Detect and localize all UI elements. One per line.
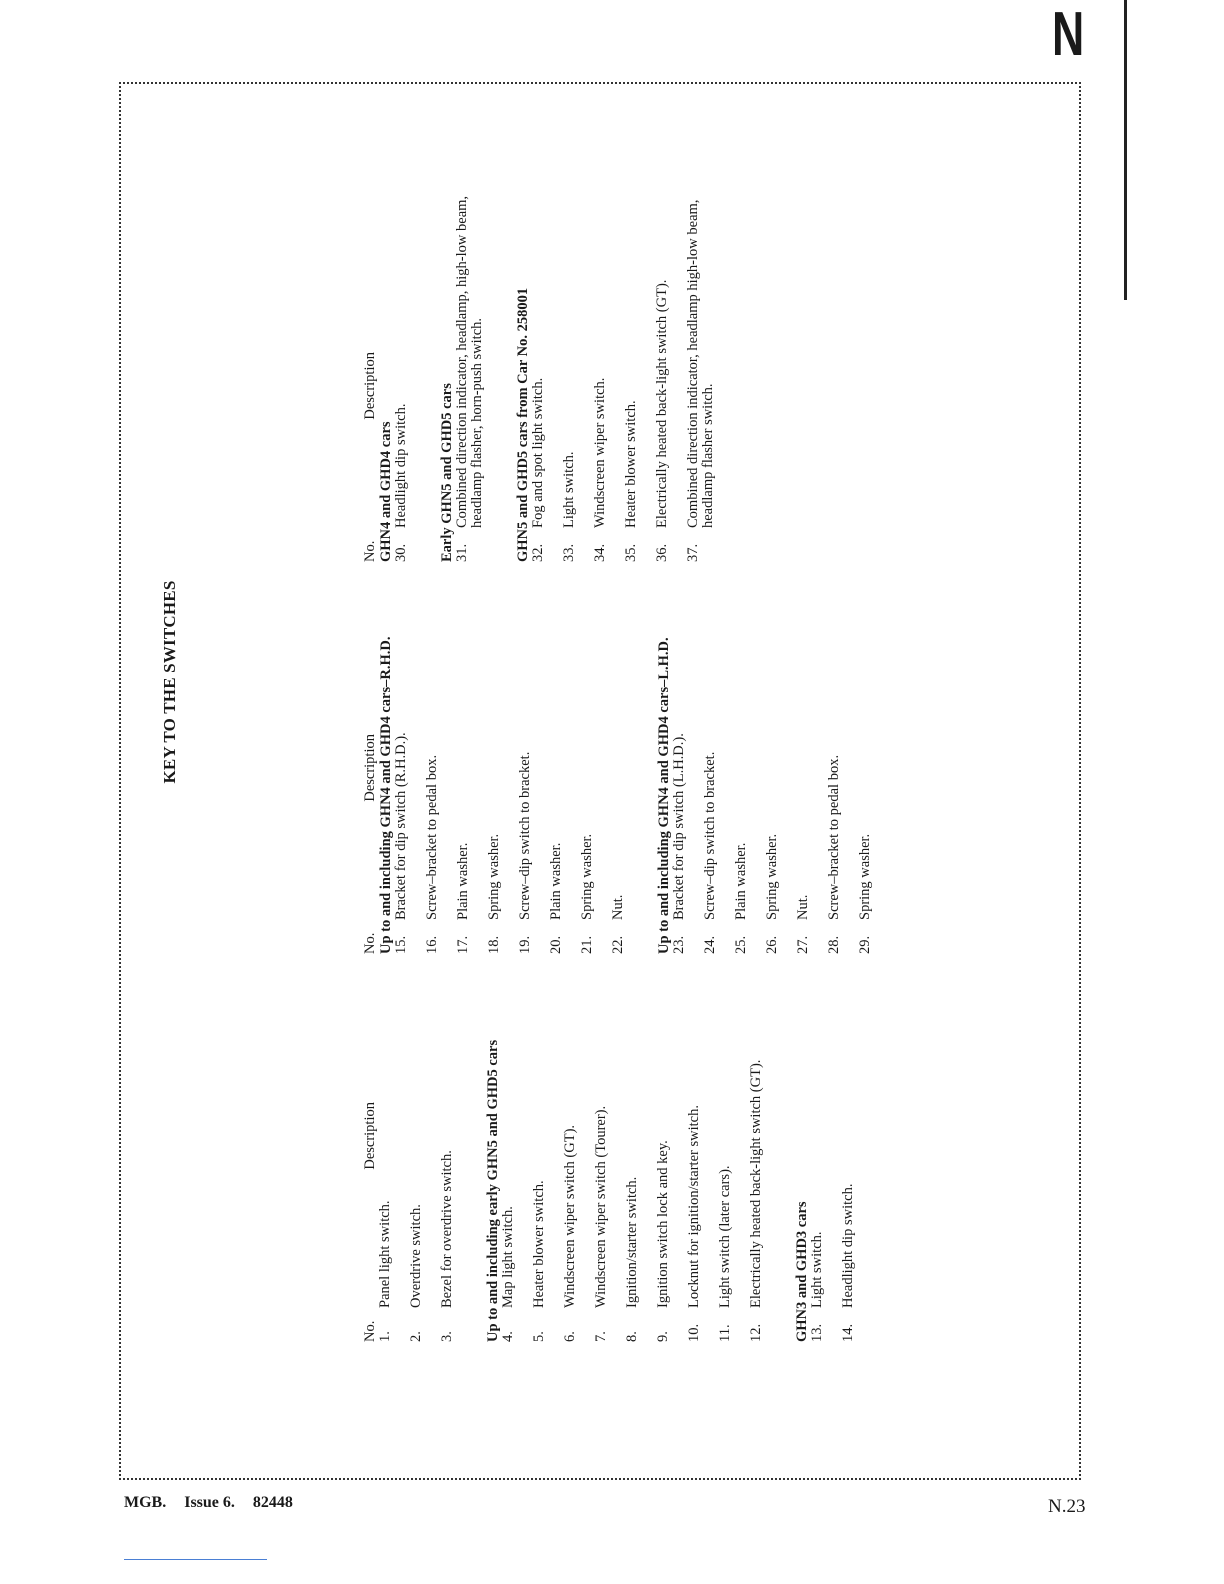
item-description: Combined direction indicator, headlamp, high-low beam, headlamp flasher, horn-push switch. bbox=[454, 195, 485, 528]
header-description: Description bbox=[362, 734, 378, 802]
item-description: Light switch. bbox=[561, 451, 577, 528]
header-no: No. bbox=[362, 932, 378, 954]
item-number: 30. bbox=[393, 543, 409, 562]
item-number: 6. bbox=[562, 1331, 578, 1342]
list-item bbox=[549, 594, 564, 954]
item-number: 27. bbox=[795, 935, 811, 954]
item-number: 23. bbox=[671, 935, 687, 954]
footer-issue: Issue 6. bbox=[184, 1494, 235, 1511]
list-item bbox=[796, 594, 811, 954]
column-header bbox=[362, 594, 378, 954]
item-description: Overdrive switch. bbox=[408, 1204, 424, 1308]
item-description: Windscreen wiper switch. bbox=[592, 377, 608, 528]
group-heading: GHN3 and GHD3 cars bbox=[794, 1201, 810, 1342]
page-title: KEY TO THE SWITCHES bbox=[160, 580, 179, 784]
item-description: Spring washer. bbox=[764, 833, 780, 920]
list-item bbox=[734, 594, 749, 954]
item-description: Light switch (later cars). bbox=[717, 1165, 733, 1308]
item-description: Light switch. bbox=[809, 1231, 825, 1308]
item-description: Nut. bbox=[795, 894, 811, 920]
item-number: 15. bbox=[393, 935, 409, 954]
list-item bbox=[655, 142, 670, 562]
list-item bbox=[624, 142, 639, 562]
item-description: Headlight dip switch. bbox=[393, 403, 409, 528]
item-number: 32. bbox=[530, 543, 546, 562]
group-heading: GHN4 and GHD4 cars bbox=[378, 421, 394, 562]
item-number: 18. bbox=[486, 935, 502, 954]
footer-model: MGB. bbox=[124, 1494, 167, 1511]
list-item bbox=[765, 594, 780, 954]
item-number: 7. bbox=[593, 1331, 609, 1342]
item-description: Plain washer. bbox=[733, 842, 749, 920]
item-number: 16. bbox=[424, 935, 440, 954]
item-description: Map light switch. bbox=[500, 1206, 516, 1308]
item-number: 19. bbox=[517, 935, 533, 954]
footer-left bbox=[124, 1494, 307, 1512]
item-description: Ignition switch lock and key. bbox=[655, 1140, 671, 1308]
list-item bbox=[518, 594, 533, 954]
item-number: 31. bbox=[454, 543, 470, 562]
group-heading: Up to and including GHN4 and GHD4 cars–R.H.D. bbox=[378, 636, 394, 954]
item-number: 36. bbox=[654, 543, 670, 562]
list-item bbox=[425, 594, 440, 954]
item-number: 11. bbox=[717, 1324, 733, 1342]
list-item bbox=[531, 142, 546, 562]
item-description: Spring washer. bbox=[857, 833, 873, 920]
list-item bbox=[858, 594, 873, 954]
item-description: Screw–bracket to pedal box. bbox=[424, 754, 440, 920]
header-no: No. bbox=[362, 1320, 378, 1342]
item-number: 3. bbox=[439, 1331, 455, 1342]
item-number: 9. bbox=[655, 1331, 671, 1342]
list-item bbox=[686, 142, 716, 562]
list-item bbox=[580, 594, 595, 954]
item-description: Spring washer. bbox=[486, 833, 502, 920]
item-number: 1. bbox=[377, 1331, 393, 1342]
item-description: Fog and spot light switch. bbox=[530, 377, 546, 528]
item-description: Plain washer. bbox=[548, 842, 564, 920]
section-letter: N bbox=[1052, 0, 1085, 69]
list-item bbox=[455, 142, 485, 562]
key-column-3 bbox=[362, 142, 732, 562]
group-heading: GHN5 and GHD5 cars from Car No. 258001 bbox=[515, 287, 531, 562]
page-number: N.23 bbox=[1048, 1496, 1086, 1517]
item-description: Heater blower switch. bbox=[623, 400, 639, 528]
list-item bbox=[611, 594, 626, 954]
item-description: Electrically heated back-light switch (GT). bbox=[654, 279, 670, 528]
item-number: 34. bbox=[592, 543, 608, 562]
list-item bbox=[394, 594, 409, 954]
item-number: 12. bbox=[748, 1323, 764, 1342]
header-no: No. bbox=[362, 540, 378, 562]
item-number: 37. bbox=[685, 543, 701, 562]
item-number: 33. bbox=[561, 543, 577, 562]
item-description: Ignition/starter switch. bbox=[624, 1176, 640, 1308]
item-description: Electrically heated back-light switch (GT). bbox=[748, 1059, 764, 1308]
item-number: 10. bbox=[686, 1323, 702, 1342]
list-item bbox=[562, 142, 577, 562]
item-description: Plain washer. bbox=[455, 842, 471, 920]
rotated-key-table bbox=[158, 0, 1088, 1372]
item-number: 22. bbox=[610, 935, 626, 954]
footer-code: 82448 bbox=[252, 1494, 293, 1511]
divider bbox=[124, 1559, 267, 1560]
list-item bbox=[672, 594, 687, 954]
item-description: Screw–dip switch to bracket. bbox=[517, 751, 533, 920]
group-heading: Up to and including GHN4 and GHD4 cars–L.H.D. bbox=[656, 637, 672, 954]
page-edge-bar bbox=[1124, 0, 1127, 300]
item-description: Screw–dip switch to bracket. bbox=[702, 751, 718, 920]
item-number: 5. bbox=[531, 1331, 547, 1342]
header-description: Description bbox=[362, 1102, 378, 1170]
item-description: Bracket for dip switch (R.H.D.). bbox=[393, 732, 409, 920]
item-number: 14. bbox=[840, 1323, 856, 1342]
item-description: Panel light switch. bbox=[377, 1200, 393, 1308]
item-number: 29. bbox=[857, 935, 873, 954]
item-number: 2. bbox=[408, 1331, 424, 1342]
item-description: Bracket for dip switch (L.H.D.). bbox=[671, 733, 687, 920]
item-number: 25. bbox=[733, 935, 749, 954]
list-item bbox=[703, 594, 718, 954]
item-description: Locknut for ignition/starter switch. bbox=[686, 1105, 702, 1308]
item-description: Windscreen wiper switch (Tourer). bbox=[593, 1105, 609, 1308]
item-description: Headlight dip switch. bbox=[840, 1183, 856, 1308]
group-heading: Early GHN5 and GHD5 cars bbox=[439, 383, 455, 562]
group-heading: Up to and including early GHN5 and GHD5 cars bbox=[485, 1039, 501, 1342]
item-number: 21. bbox=[579, 935, 595, 954]
item-description: Spring washer. bbox=[579, 833, 595, 920]
item-description: Heater blower switch. bbox=[531, 1180, 547, 1308]
list-item bbox=[487, 594, 502, 954]
item-number: 8. bbox=[624, 1331, 640, 1342]
item-description: Nut. bbox=[610, 894, 626, 920]
item-number: 28. bbox=[826, 935, 842, 954]
item-number: 17. bbox=[455, 935, 471, 954]
item-description: Windscreen wiper switch (GT). bbox=[562, 1124, 578, 1308]
item-number: 13. bbox=[809, 1323, 825, 1342]
header-description: Description bbox=[362, 352, 378, 420]
item-number: 20. bbox=[548, 935, 564, 954]
item-number: 4. bbox=[500, 1331, 516, 1342]
list-item bbox=[456, 594, 471, 954]
list-item bbox=[593, 142, 608, 562]
key-column-2 bbox=[362, 594, 889, 954]
list-item bbox=[394, 142, 409, 562]
item-number: 35. bbox=[623, 543, 639, 562]
item-description: Bezel for overdrive switch. bbox=[439, 1150, 455, 1308]
item-description: Screw–bracket to pedal box. bbox=[826, 754, 842, 920]
column-header bbox=[362, 142, 378, 562]
item-description: Combined direction indicator, headlamp high-low beam, headlamp flasher switch. bbox=[685, 199, 716, 528]
item-number: 26. bbox=[764, 935, 780, 954]
item-number: 24. bbox=[702, 935, 718, 954]
list-item bbox=[827, 594, 842, 954]
